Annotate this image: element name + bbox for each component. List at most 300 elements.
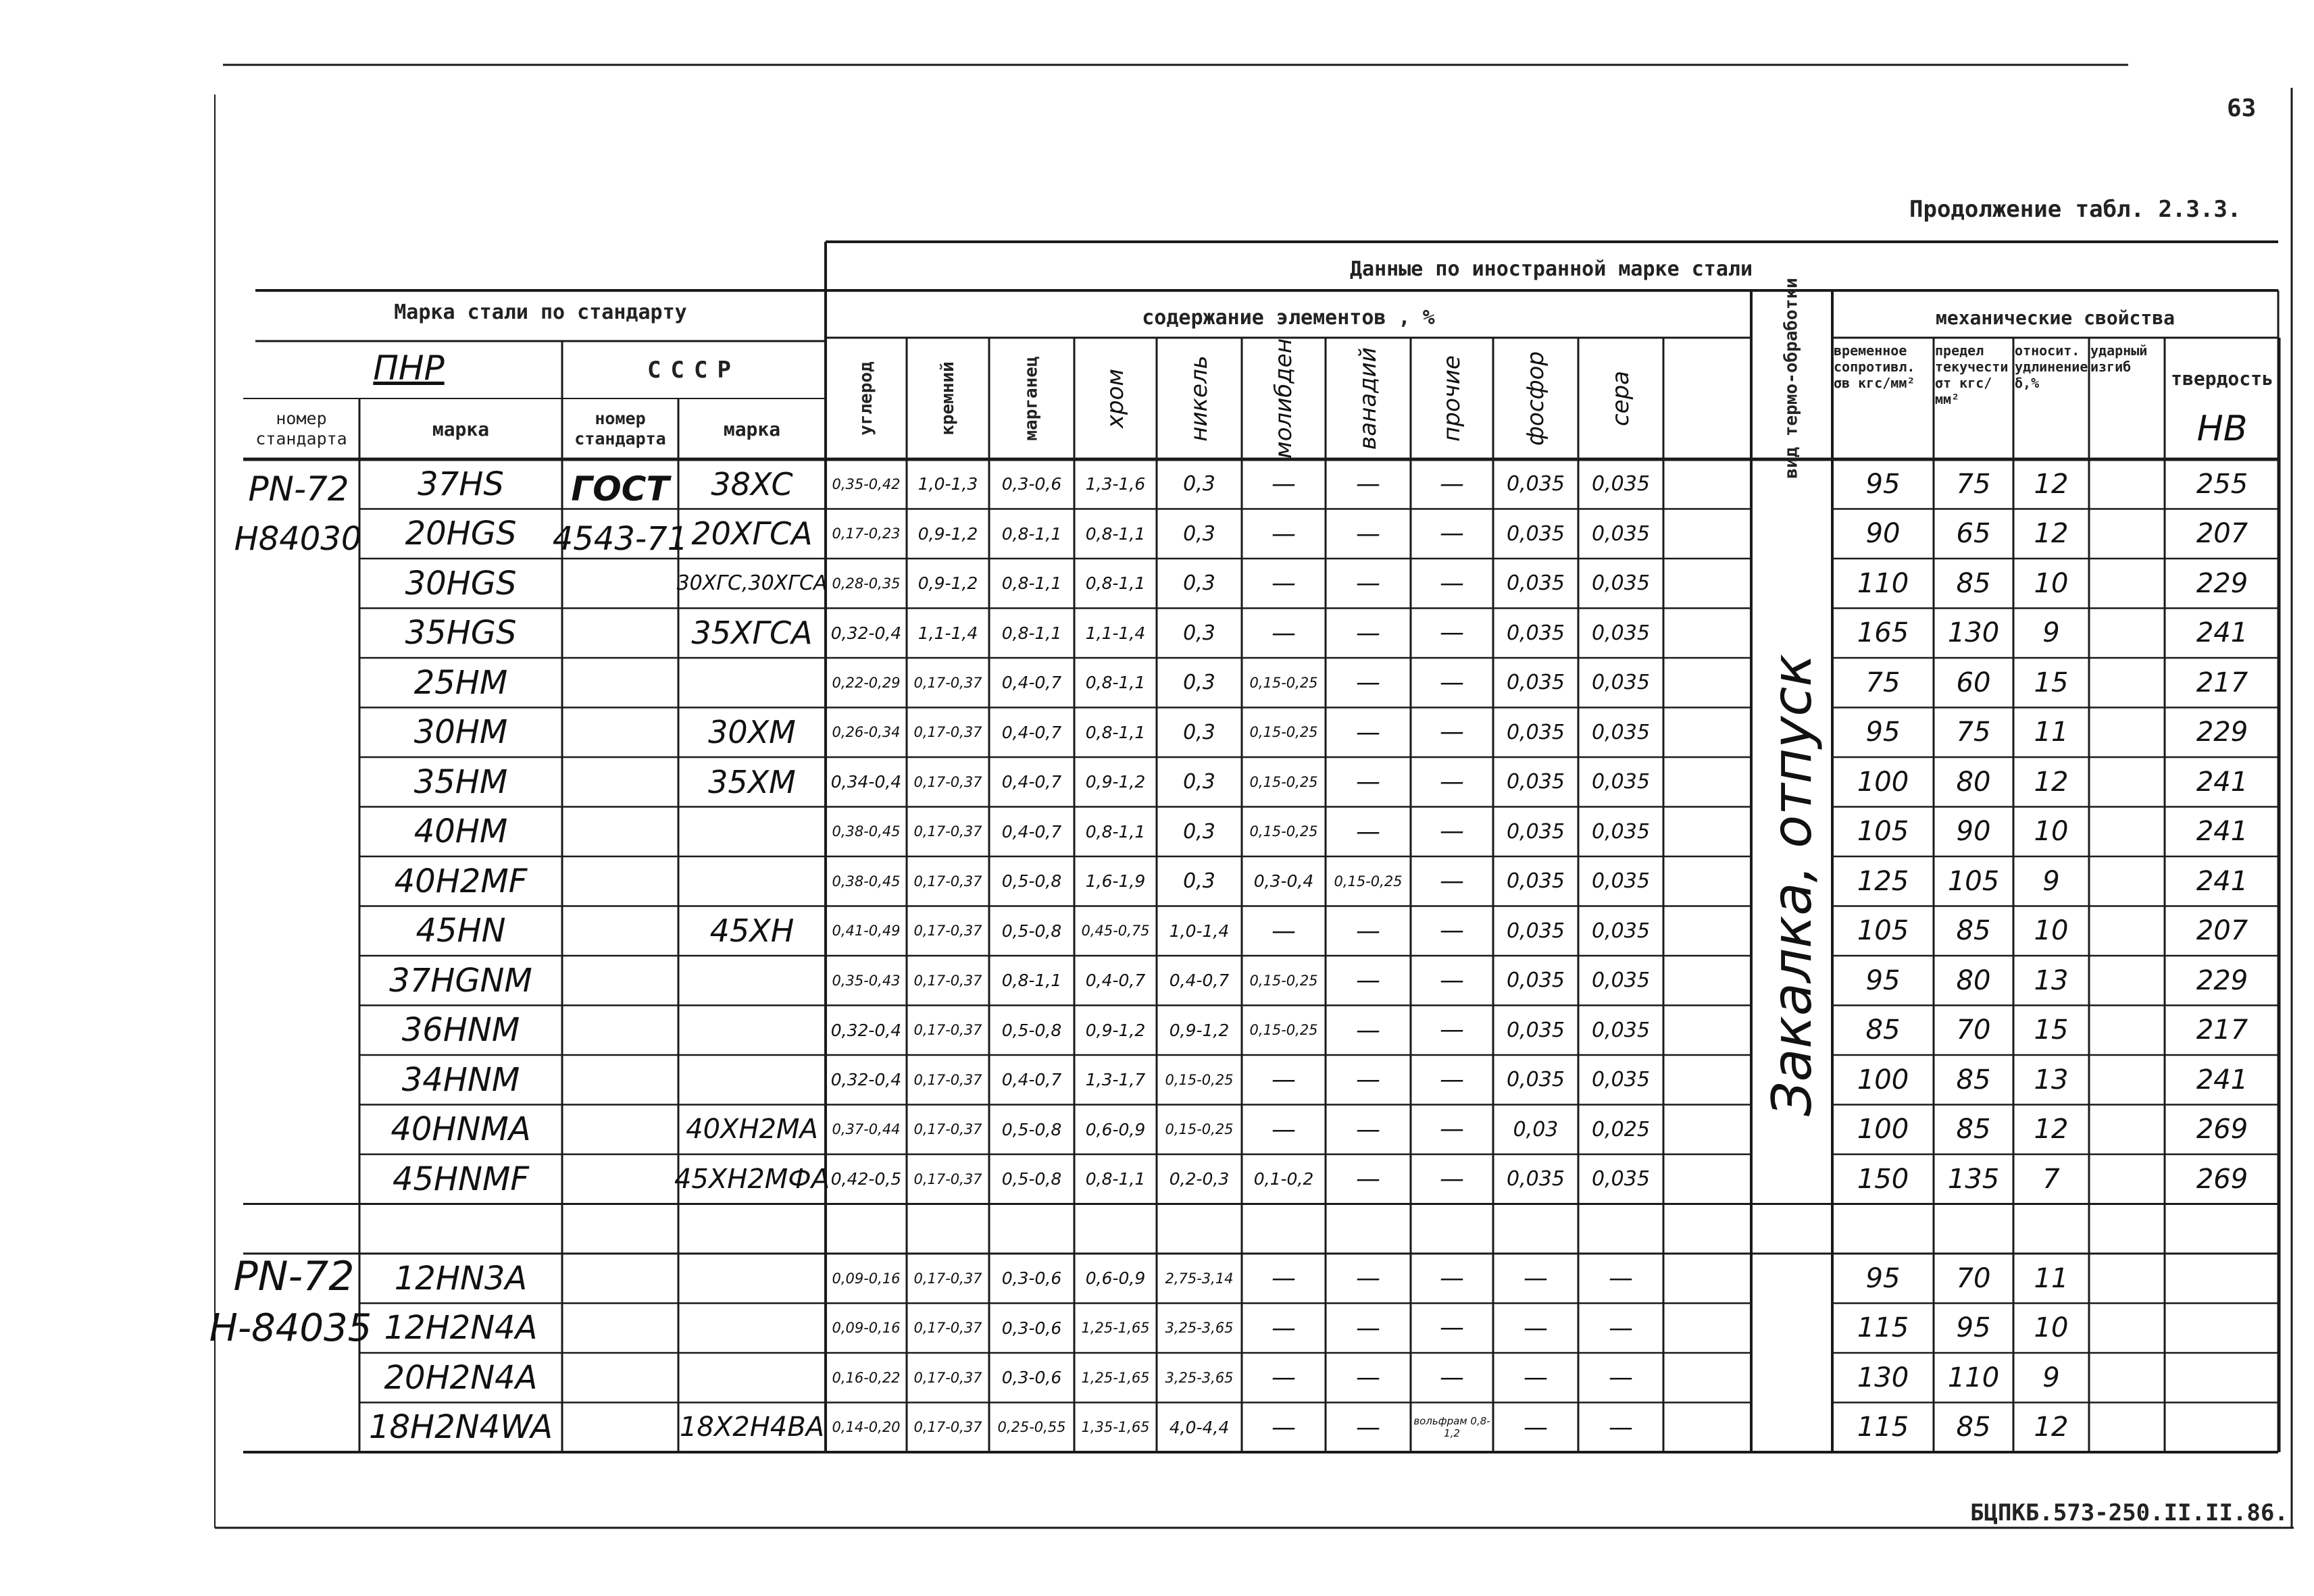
element-cr-value: 0,8-1,1 [1085,523,1146,544]
mech-el-value: 13 [2034,964,2069,996]
mech-st-value: 85 [1956,1064,1991,1096]
element-p-value: — [1524,1314,1548,1342]
element-p-value: 0,035 [1507,720,1565,744]
element-header-text: углерод [855,361,876,436]
steel-grade-pnr: 20H2N4A [384,1358,538,1397]
element-mn-value: 0,25-0,55 [997,1419,1066,1436]
element-ni-value: 0,3 [1183,671,1215,695]
steel-grade-pnr: 37HGNM [389,961,532,1000]
element-s-value [1578,1204,1663,1254]
element-mn-value: 0,3-0,6 [1001,1268,1062,1289]
element-s-value: — [1609,1314,1633,1342]
element-other-value: — [1440,1164,1464,1193]
element-si-value: 0,17-0,37 [913,1170,982,1187]
element-v-value: — [1356,768,1380,796]
steel-grade-ussr [678,1353,826,1403]
element-s-value: 0,035 [1592,1167,1650,1191]
header-std-number-ussr-text: номер стандарта [574,409,666,448]
element-c-value [826,1204,907,1254]
mech-hb-value [2165,1403,2280,1453]
element-ni-value: 0,3 [1183,521,1215,546]
element-cr-value: 0,9-1,2 [1085,772,1146,792]
steel-grade-pnr: 40HNMA [391,1110,531,1149]
header-heat-treatment-text: вид термо-обработки [1782,278,1803,479]
element-other-value: — [1440,1065,1464,1093]
mech-imp-value [2089,1154,2165,1204]
steel-grade-ussr [678,658,826,708]
mech-hb-value: 269 [2196,1114,2248,1145]
mech-st-value: 95 [1956,1312,1991,1344]
element-mo-value: — [1272,917,1296,945]
mech-imp-value [2089,1353,2165,1403]
element-c-value: 0,34-0,4 [830,772,902,792]
element-si-value: 0,9-1,2 [917,523,978,544]
element-cr-value: 1,35-1,65 [1081,1419,1150,1436]
mech-imp-value [2089,1204,2165,1254]
element-s-value: 0,035 [1592,671,1650,695]
mech-sb-value: 90 [1865,518,1901,550]
mech-el-value [2013,1204,2089,1254]
element-p-value: 0,035 [1507,521,1565,546]
mech-imp-value [2089,1304,2165,1354]
element-mo-value: — [1272,1314,1296,1342]
element-v-value [1326,1204,1411,1254]
element-si-value: 0,17-0,37 [913,1121,982,1138]
element-v-value: — [1356,569,1380,598]
header-foreign-data: Данные по иностранной марке стали [1349,257,1753,281]
element-s-value: 0,035 [1592,472,1650,496]
steel-grade-ussr [678,1006,826,1056]
steel-grade-pnr: 40H2MF [394,862,528,900]
steel-grade-pnr: 36HNM [401,1011,520,1050]
element-si-value: 0,17-0,37 [913,1320,982,1337]
mech-sb-value: 105 [1857,915,1909,947]
header-grade-pnr: марка [432,417,490,440]
element-si-value: 0,17-0,37 [913,1022,982,1039]
mech-sb-value: 75 [1865,667,1901,698]
mech-st-value: 135 [1947,1163,2000,1195]
mech-st-value: 70 [1956,1014,1991,1046]
element-other-value: вольфрам 0,8-1,2 [1413,1415,1490,1440]
header-std-number-pnr [243,398,359,459]
element-c-value: 0,17-0,23 [832,525,901,542]
steel-grade-pnr: 34HNM [401,1060,520,1099]
mech-hb-value [2165,1353,2280,1403]
element-p-value: 0,035 [1507,621,1565,645]
mech-hb-value: 255 [2196,468,2248,500]
element-mn-value: 0,3-0,6 [1001,474,1062,494]
element-v-value: — [1356,917,1380,945]
mech-imp-value [2089,658,2165,708]
element-mn-value: 0,4-0,7 [1001,772,1062,792]
element-v-value: — [1356,718,1380,746]
mech-sb-value: 95 [1865,964,1901,996]
element-other-value: — [1440,817,1464,846]
element-mo-value: 0,3-0,4 [1253,871,1314,892]
mech-sb-value: 110 [1857,567,1909,599]
element-p-value: 0,035 [1507,671,1565,695]
header-heat-treatment-type [1751,278,1832,479]
heat-treatment-text: Закалка, отпуск [1760,653,1823,1116]
mech-header-1: предел текучести σт кгс/мм² [1935,342,2009,407]
group1-ussr-std-line1: ГОСТ [571,469,670,509]
header-ussr: СССР [647,356,740,384]
element-p-value: 0,035 [1507,770,1565,794]
element-c-value: 0,22-0,29 [832,674,901,691]
mech-st-value: 70 [1956,1262,1991,1294]
element-header-2 [989,341,1074,456]
element-cr-value: 0,8-1,1 [1085,821,1146,842]
steel-grade-ussr: 30XГС,30XГСА [676,571,828,596]
element-mn-value: 0,3-0,6 [1001,1318,1062,1338]
mech-hb-value: 241 [2196,1064,2248,1096]
mech-hb-value: 229 [2196,567,2248,599]
element-p-value: — [1524,1364,1548,1392]
element-mn-value: 0,8-1,1 [1001,573,1062,594]
mech-st-value: 110 [1947,1362,2000,1393]
element-ni-value: 0,15-0,25 [1165,1071,1234,1088]
mech-hb-value: 269 [2196,1163,2248,1195]
mech-hb-value: 241 [2196,816,2248,848]
element-p-value: 0,035 [1507,919,1565,943]
steel-grade-ussr: 45XH [709,912,795,950]
element-s-value: 0,035 [1592,770,1650,794]
element-ni-value: 0,15-0,25 [1165,1121,1234,1138]
element-mo-value: — [1272,1115,1296,1143]
mech-sb-value: 105 [1857,816,1909,848]
element-ni-value: 0,3 [1183,819,1215,844]
mech-imp-value [2089,1403,2165,1453]
mech-header-2: относит. удлинение δ,% [2015,342,2088,391]
steel-grade-ussr [678,807,826,857]
mech-st-value: 85 [1956,1412,1991,1443]
element-si-value: 1,0-1,3 [917,474,978,494]
mech-st-value: 90 [1956,816,1991,848]
steel-grade-pnr: 40HM [413,813,508,851]
element-header-text: никель [1186,355,1213,442]
steel-grade-ussr [678,1304,826,1354]
element-mo-value: 0,15-0,25 [1249,1022,1318,1039]
element-v-value: — [1356,669,1380,697]
element-mn-value: 0,5-0,8 [1001,1119,1062,1139]
mech-el-value: 11 [2034,1262,2069,1294]
mech-sb-value: 130 [1857,1362,1909,1393]
mech-sb-value: 150 [1857,1163,1909,1195]
mech-sb-value: 95 [1865,468,1901,500]
element-other-value: — [1440,767,1464,796]
steel-grade-pnr: 45HNMF [392,1160,530,1198]
element-ni-value: 4,0-4,4 [1169,1417,1230,1437]
element-v-value: — [1356,967,1380,995]
element-ni-value: 0,3 [1183,472,1215,496]
page-number: 63 [2227,95,2257,122]
group2-pnr-std-line2: H-84035 [209,1306,372,1350]
element-p-value: 0,03 [1513,1117,1559,1141]
element-header-text: фосфор [1522,351,1549,446]
element-header-3 [1074,341,1157,456]
mech-sb-value: 100 [1857,766,1909,798]
steel-grade-ussr [678,1254,826,1304]
element-ni-value: 0,4-0,7 [1169,971,1230,991]
mech-el-value: 11 [2034,717,2069,748]
mech-st-value: 85 [1956,1114,1991,1145]
element-mo-value: — [1272,1066,1296,1094]
mech-el-value: 12 [2034,518,2069,550]
element-s-value: 0,025 [1592,1117,1650,1141]
element-c-value: 0,38-0,45 [832,873,901,890]
element-header-text: ванадий [1355,347,1382,450]
mech-st-value: 75 [1956,468,1991,500]
element-cr-value: 1,25-1,65 [1081,1320,1150,1337]
mech-sb-value: 115 [1857,1412,1909,1443]
element-header-6 [1326,341,1411,456]
mech-hb-value: 207 [2196,915,2248,947]
element-mo-value: — [1272,519,1296,548]
steel-grade-pnr: 35HGS [405,614,517,652]
steel-grade-ussr: 30XM [708,714,796,751]
element-cr-value: 1,1-1,4 [1085,623,1146,643]
element-c-value: 0,16-0,22 [832,1369,901,1386]
element-mn-value: 0,8-1,1 [1001,523,1062,544]
element-p-value: 0,035 [1507,1068,1565,1092]
mech-st-value: 75 [1956,717,1991,748]
element-other-value: — [1440,718,1464,746]
mech-el-value: 9 [2042,617,2060,649]
element-c-value: 0,37-0,44 [832,1121,901,1138]
element-c-value: 0,32-0,4 [830,1070,902,1090]
mech-hb-value [2165,1204,2280,1254]
steel-grade-ussr: 40XH2MA [686,1114,818,1145]
element-ni-value: 0,3 [1183,571,1215,596]
header-std-number-text: номер стандарта [255,409,347,448]
element-mn-value: 0,8-1,1 [1001,971,1062,991]
element-si-value: 0,17-0,37 [913,923,982,939]
element-cr-value [1074,1204,1157,1254]
steel-grade-pnr: 25HM [413,663,508,702]
element-cr-value: 0,8-1,1 [1085,1169,1146,1189]
element-s-value: 0,035 [1592,969,1650,993]
mech-hb-value: 217 [2196,1014,2248,1046]
element-v-value: — [1356,1364,1380,1392]
header-hardness: твердость [2171,367,2273,390]
element-other-value: — [1440,1363,1464,1391]
element-other-value: — [1440,519,1464,548]
header-pnr: ПНР [373,349,445,388]
element-mn-value: 0,5-0,8 [1001,1169,1062,1189]
element-other-value: — [1440,1016,1464,1044]
element-mo-value: — [1272,1264,1296,1293]
element-cr-value: 0,8-1,1 [1085,722,1146,742]
element-other-value: — [1440,966,1464,994]
mech-el-value: 9 [2042,865,2060,897]
element-header-text: сера [1607,370,1634,427]
group1-pnr-std-line1: PN-72 [248,469,349,509]
mech-sb-value: 100 [1857,1064,1909,1096]
mech-sb-value: 100 [1857,1114,1909,1145]
element-si-value: 0,17-0,37 [913,1071,982,1088]
element-v-value: — [1356,1016,1380,1044]
element-p-value: 0,035 [1507,1167,1565,1191]
mech-st-value: 80 [1956,766,1991,798]
mech-el-value: 10 [2034,567,2069,599]
element-header-text: прочие [1438,355,1465,442]
element-s-value: 0,035 [1592,919,1650,943]
element-ni-value: 1,0-1,4 [1169,921,1230,941]
element-mo-value: 0,15-0,25 [1249,674,1318,691]
mech-el-value: 10 [2034,1312,2069,1344]
mech-sb-value: 85 [1865,1014,1901,1046]
mech-sb-value: 95 [1865,717,1901,748]
element-cr-value: 0,9-1,2 [1085,1020,1146,1040]
element-cr-value: 1,25-1,65 [1081,1369,1150,1386]
element-s-value: 0,035 [1592,869,1650,894]
steel-grade-pnr [359,1204,562,1254]
mech-sb-value: 115 [1857,1312,1909,1344]
element-ni-value: 0,3 [1183,770,1215,794]
mech-sb-value: 125 [1857,865,1909,897]
mech-st-value: 85 [1956,567,1991,599]
mech-st-value: 130 [1947,617,2000,649]
element-ni-value: 3,25-3,65 [1165,1320,1234,1337]
steel-grade-ussr [678,856,826,906]
mech-hb-value [2165,1304,2280,1354]
element-s-value: 0,035 [1592,1068,1650,1092]
mech-sb-value [1832,1204,1934,1254]
element-other-value: — [1440,1264,1464,1292]
mech-imp-value [2089,1254,2165,1304]
element-header-text: марганец [1021,356,1042,441]
element-mn-value: 0,4-0,7 [1001,722,1062,742]
element-c-value: 0,38-0,45 [832,823,901,840]
element-s-value: — [1609,1364,1633,1392]
steel-grade-pnr: 30HM [413,713,508,752]
element-v-value: — [1356,1066,1380,1094]
element-other-value: — [1440,469,1464,498]
element-si-value: 0,17-0,37 [913,972,982,989]
mech-imp-value [2089,757,2165,807]
element-other-value: — [1440,668,1464,696]
element-ni-value: 0,3 [1183,621,1215,645]
mech-el-value: 15 [2034,667,2069,698]
element-s-value: 0,035 [1592,621,1650,645]
mech-el-value: 12 [2034,468,2069,500]
element-v-value: — [1356,519,1380,548]
element-v-value: — [1356,1314,1380,1342]
mech-sb-value: 165 [1857,617,1909,649]
element-other-value: — [1440,1314,1464,1342]
steel-grade-ussr: 35XM [708,763,796,800]
element-c-value: 0,26-0,34 [832,724,901,741]
element-other-value: — [1440,619,1464,647]
element-si-value: 0,17-0,37 [913,724,982,741]
element-p-value: 0,035 [1507,571,1565,596]
element-v-value: — [1356,1115,1380,1143]
element-s-value: — [1609,1413,1633,1441]
element-mn-value: 0,3-0,6 [1001,1368,1062,1388]
element-c-value: 0,41-0,49 [832,923,901,939]
element-header-text: кремний [937,361,958,436]
mech-imp-value [2089,509,2165,559]
element-header-4 [1157,341,1242,456]
mech-el-value: 12 [2034,1412,2069,1443]
mech-header-3: ударный изгиб [2090,342,2148,375]
element-si-value: 0,17-0,37 [913,873,982,890]
mech-el-value: 9 [2042,1362,2060,1393]
steel-grade-pnr: 12H2N4A [384,1309,538,1347]
element-mo-value: 0,15-0,25 [1249,724,1318,741]
element-header-7 [1411,341,1493,456]
mech-sb-value: 95 [1865,1262,1901,1294]
element-p-value: 0,035 [1507,869,1565,894]
mech-imp-value [2089,459,2165,509]
header-hardness-unit: HB [2196,409,2248,449]
element-si-value: 0,17-0,37 [913,674,982,691]
header-std-number-ussr [562,398,678,459]
element-cr-value: 0,4-0,7 [1085,971,1146,991]
element-mn-value: 0,5-0,8 [1001,871,1062,892]
element-mo-value [1242,1204,1326,1254]
mech-el-value: 7 [2042,1163,2060,1195]
mech-st-value [1934,1204,2013,1254]
mech-el-value: 12 [2034,766,2069,798]
mech-hb-value: 241 [2196,766,2248,798]
element-si-value: 0,17-0,37 [913,1369,982,1386]
element-header-1 [907,341,989,456]
element-cr-value: 1,6-1,9 [1085,871,1146,892]
element-si-value: 0,17-0,37 [913,773,982,790]
element-c-value: 0,28-0,35 [832,575,901,592]
mech-header-0: временное сопротивл. σв кгс/мм² [1834,342,1915,391]
element-header-9 [1578,341,1663,456]
element-ni-value: 0,9-1,2 [1169,1020,1230,1040]
element-p-value: — [1524,1264,1548,1293]
element-v-value: — [1356,1264,1380,1293]
steel-grade-ussr: 45XH2MФА [674,1163,830,1195]
element-mn-value [989,1204,1074,1254]
mech-imp-value [2089,807,2165,857]
mech-hb-value: 241 [2196,865,2248,897]
element-cr-value: 0,8-1,1 [1085,673,1146,693]
steel-grade-pnr: 18H2N4WA [368,1408,553,1447]
element-c-value: 0,32-0,4 [830,623,902,643]
mech-el-value: 12 [2034,1114,2069,1145]
mech-hb-value: 217 [2196,667,2248,698]
steel-grade-pnr: 30HGS [405,564,517,602]
element-mo-value: 0,15-0,25 [1249,972,1318,989]
element-mn-value: 0,4-0,7 [1001,1070,1062,1090]
steel-grade-ussr [678,1055,826,1105]
element-cr-value: 0,8-1,1 [1085,573,1146,594]
element-other-value: — [1440,917,1464,945]
element-si-value: 0,17-0,37 [913,1419,982,1436]
element-s-value: — [1609,1264,1633,1293]
element-header-text: молибден [1270,338,1297,459]
steel-grade-ussr: 18X2H4BA [679,1412,825,1443]
element-c-value: 0,09-0,16 [832,1270,901,1287]
element-mo-value: — [1272,569,1296,598]
steel-grade-pnr: 37HS [418,465,504,503]
element-ni-value: 0,3 [1183,869,1215,894]
mech-st-value: 60 [1956,667,1991,698]
mech-st-value: 80 [1956,964,1991,996]
element-mn-value: 0,8-1,1 [1001,623,1062,643]
element-ni-value: 3,25-3,65 [1165,1369,1234,1386]
group1-ussr-std-line2: 4543-71 [552,520,688,558]
element-header-8 [1493,341,1578,456]
steel-grade-ussr: 38XC [711,465,793,503]
header-mechanical-properties: механические свойства [1935,306,2175,329]
element-mn-value: 0,5-0,8 [1001,921,1062,941]
